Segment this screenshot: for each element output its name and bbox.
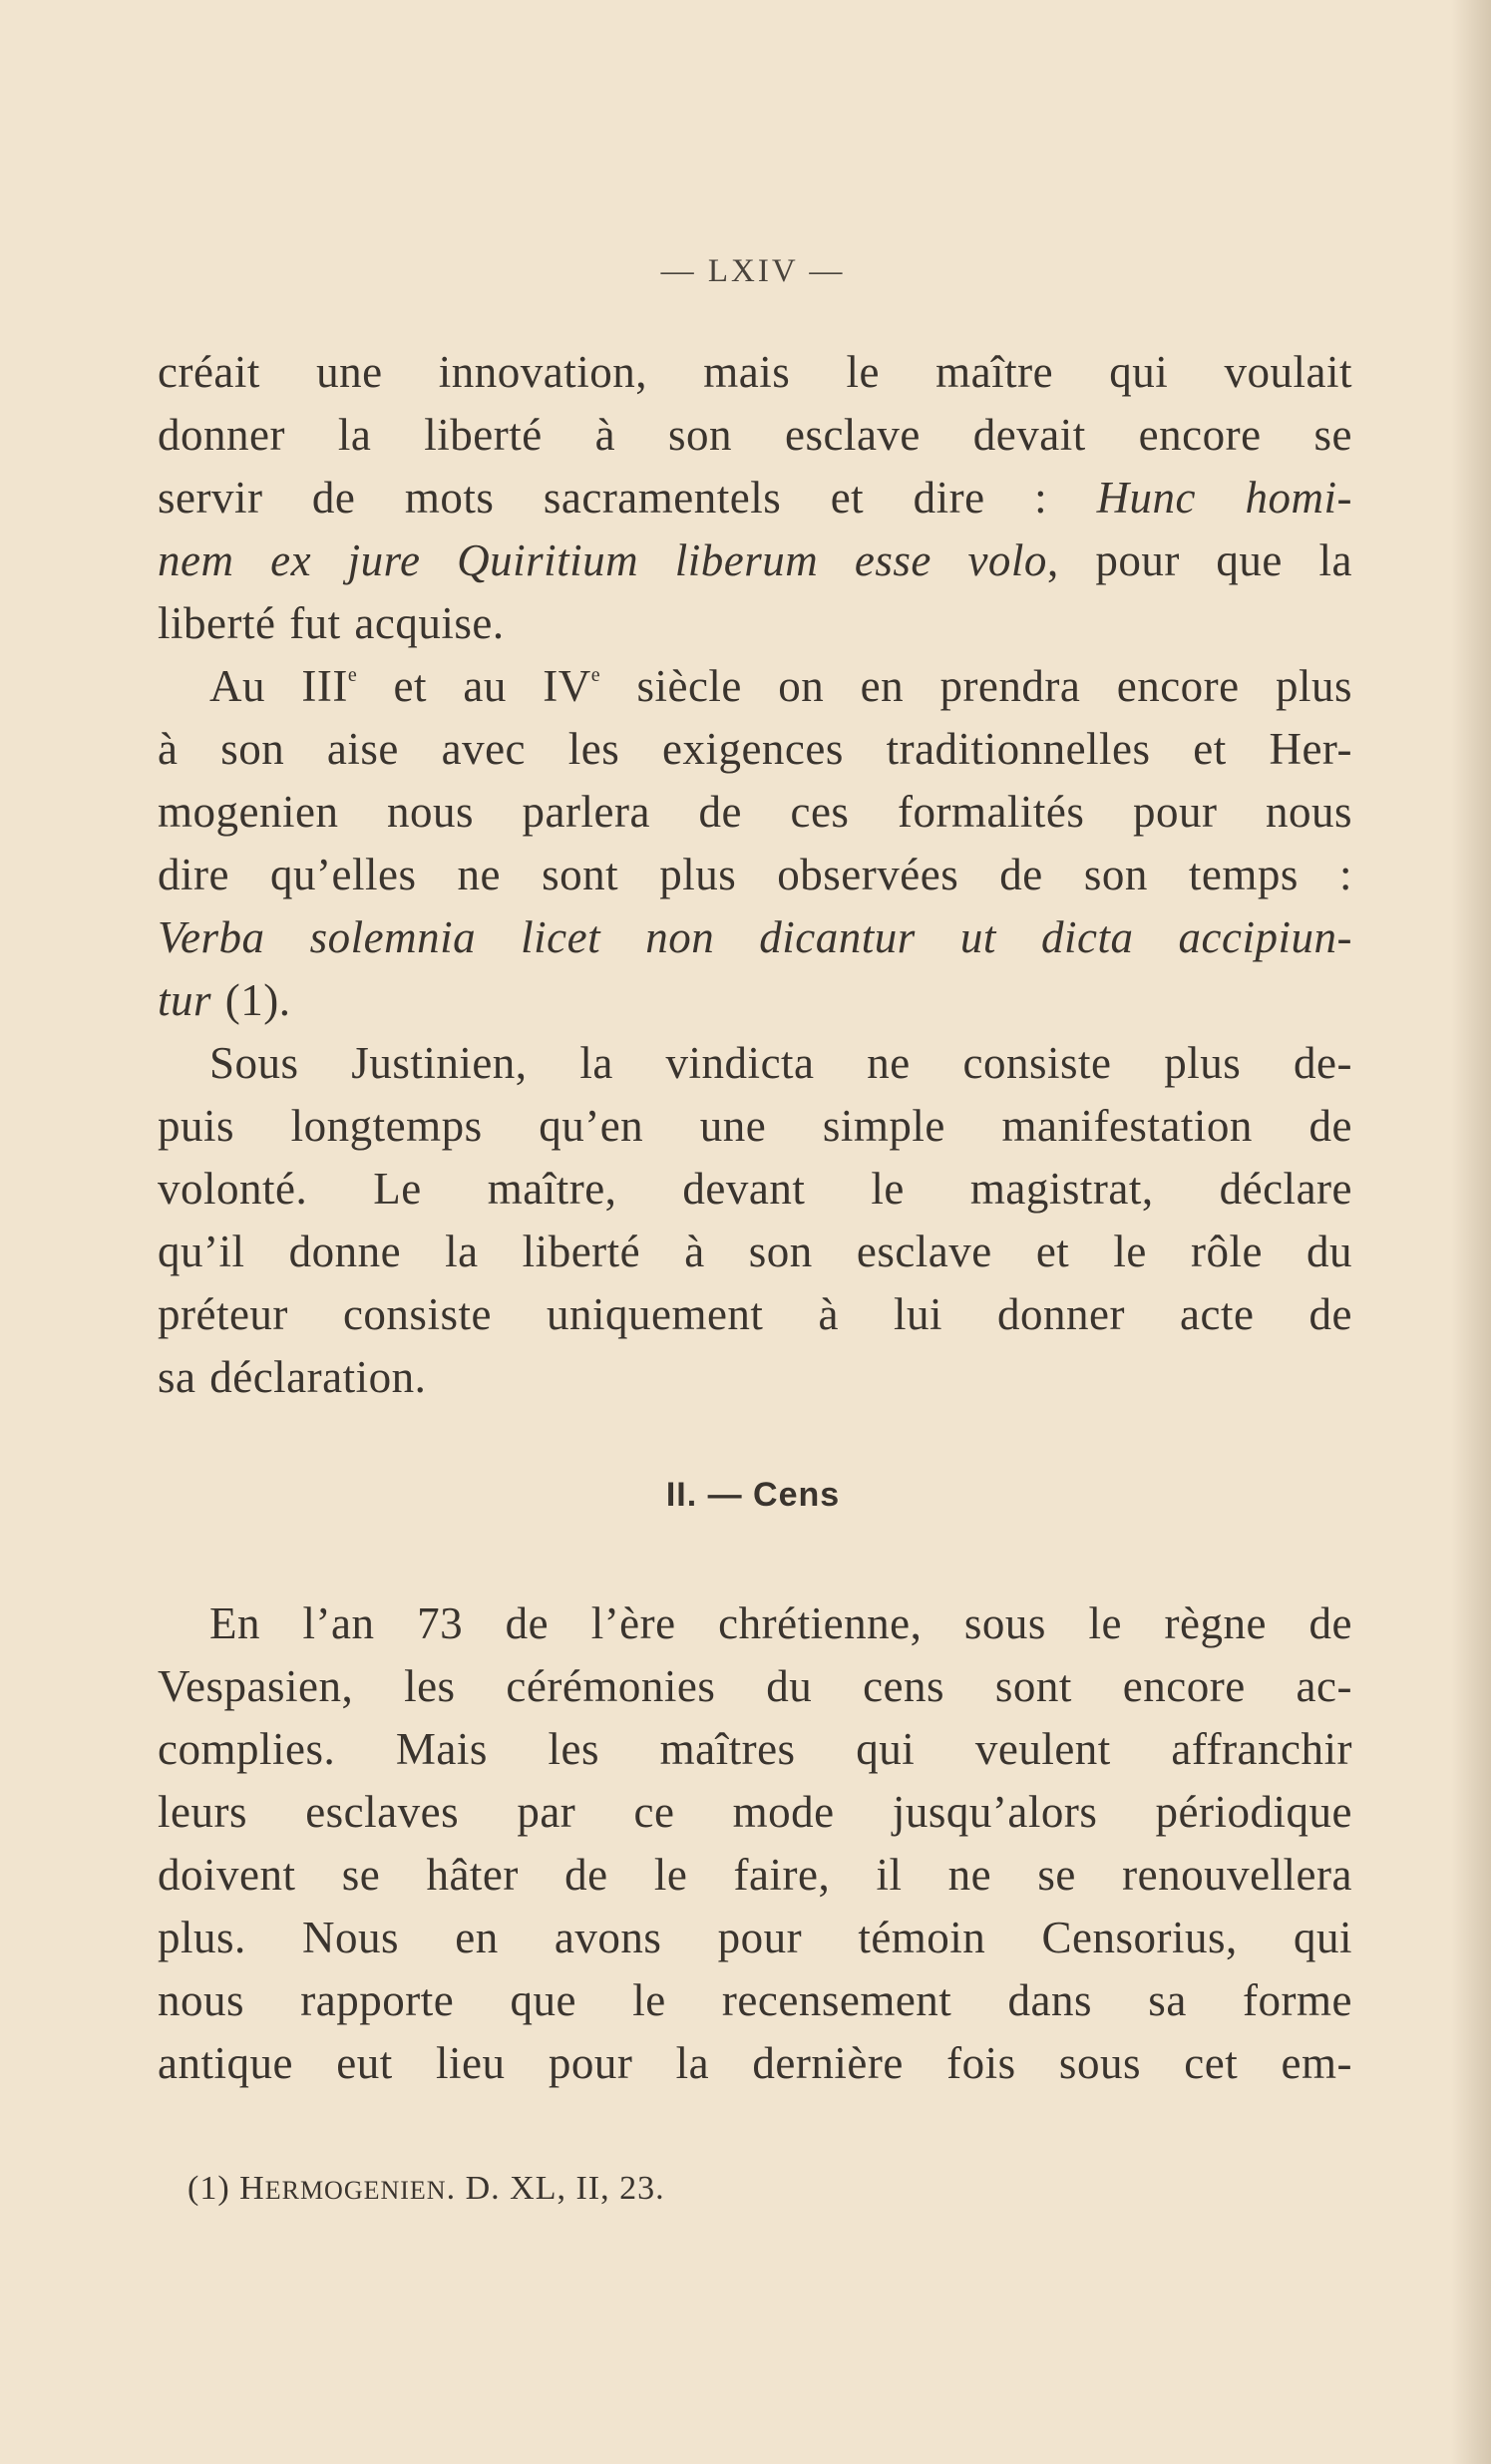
- text-run: et au IV: [357, 661, 591, 711]
- text-line: donner la liberté à son esclave devait encore se: [158, 410, 1352, 460]
- text-line: à son aise avec les exigences traditionnelles et Her-: [158, 724, 1352, 774]
- text-line: [158, 969, 1352, 1032]
- text-line: antique eut lieu pour la dernière fois sous cet em-: [158, 2038, 1352, 2088]
- text-line: sa déclaration.: [158, 1352, 427, 1402]
- text-line: [158, 467, 1352, 529]
- latin-quote: tur: [158, 975, 212, 1025]
- text-line: volonté. Le maître, devant le magistrat, déclare: [158, 1164, 1352, 1214]
- text-line: liberté fut acquise.: [158, 598, 505, 648]
- footnote-ref: (1).: [211, 975, 291, 1025]
- footnote: [187, 2170, 665, 2208]
- text-line: Vespasien, les cérémonies du cens sont encore ac-: [158, 1661, 1352, 1711]
- section-heading: II. — Cens: [665, 1476, 841, 1514]
- footnote-marker: (1): [187, 2170, 230, 2207]
- text-line: nous rapporte que le recensement dans sa forme: [158, 1975, 1352, 2025]
- paragraph-4: [158, 1592, 1352, 2095]
- superscript: e: [590, 664, 601, 686]
- page-edge-shadow: [1451, 0, 1491, 2464]
- latin-quote: nem ex jure Quiritium liberum esse volo: [158, 535, 1047, 585]
- footnote-author-initial: H: [239, 2170, 265, 2207]
- text-run: , pour que la: [1046, 535, 1352, 585]
- superscript: e: [347, 664, 358, 686]
- text-line: En l’an 73 de l’ère chrétienne, sous le règne de: [209, 1598, 1352, 1648]
- text-line: Sous Justinien, la vindicta ne consiste plus de-: [209, 1038, 1352, 1088]
- text-run: siècle on en prendra encore plus: [600, 661, 1352, 711]
- paragraph-1: [158, 341, 1352, 655]
- text-run: Au III: [209, 661, 348, 711]
- text-line: créait une innovation, mais le maître qui voulait: [158, 347, 1352, 397]
- text-line: mogenien nous parlera de ces formalités pour nous: [158, 787, 1352, 837]
- text-line: qu’il donne la liberté à son esclave et le rôle du: [158, 1227, 1352, 1276]
- text-line: leurs esclaves par ce mode jusqu’alors périodique: [158, 1787, 1352, 1837]
- paragraph-2: [158, 655, 1352, 1032]
- paragraph-3: [158, 1032, 1352, 1409]
- text-run: servir de mots sacramentels et dire :: [158, 473, 1097, 523]
- latin-quote-line: Verba solemnia licet non dicantur ut dicta accipiun-: [158, 912, 1352, 962]
- text-line: doivent se hâter de le faire, il ne se renouvellera: [158, 1850, 1352, 1900]
- text-line: plus. Nous en avons pour témoin Censorius, qui: [158, 1913, 1352, 1962]
- text-line: complies. Mais les maîtres qui veulent affranchir: [158, 1724, 1352, 1774]
- text-line: [158, 529, 1352, 592]
- text-line: préteur consiste uniquement à lui donner acte de: [158, 1289, 1352, 1339]
- text-line: dire qu’elles ne sont plus observées de son temps :: [158, 850, 1352, 899]
- text-line: puis longtemps qu’en une simple manifestation de: [158, 1101, 1352, 1151]
- page-number-header: — LXIV —: [660, 253, 846, 289]
- footnote-author: ERMOGENIEN: [264, 2176, 447, 2205]
- text-line: [158, 655, 1352, 718]
- footnote-reference: . D. XL, II, 23.: [446, 2170, 665, 2207]
- latin-quote: Hunc homi-: [1096, 473, 1352, 523]
